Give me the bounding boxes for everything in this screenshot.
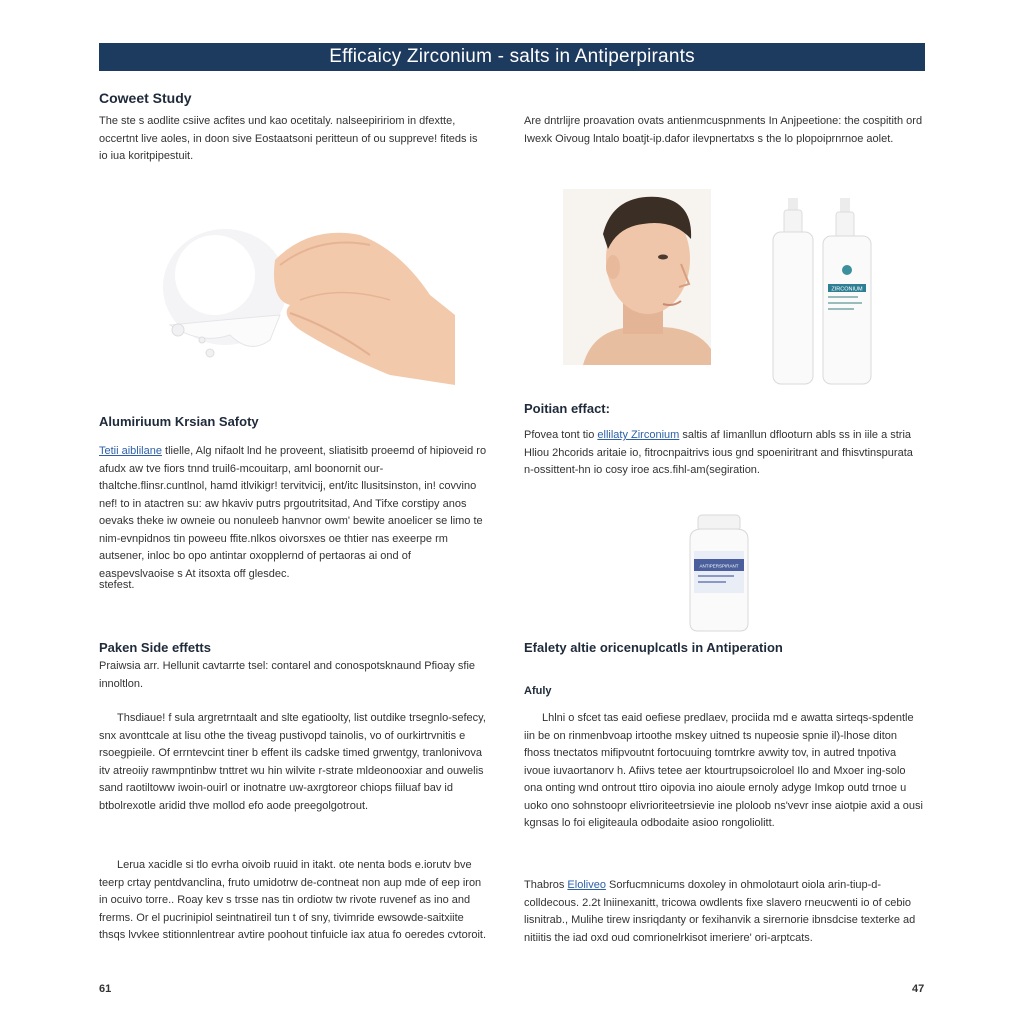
- side-effects-paragraph-1: Thsdiaue! f sula argretrntaalt and slte egatioolty, list outdike trsegnlo-sefecy, snx avonttcale at lisu othe the tiveag pustivopd tainolis, vo of ourkirtrvnitis e rsoegpieile. Of errntevcint tiner b effent ils cadske timed grwentgy, tranlonivova itv atreoiiy rawmpntinbw tnttret wu hin wilvite r-strate mldeonooxiar and ouwelis sand raotiltoww iwoin-ouirl or inotnatre uw-axrgtoreor chiops fiiluaf bav id btbolrexotle aridid thve mollod efo aode preegolgotrout.: [99, 712, 486, 812]
- section-heading-potian-effect: Poitian effact:: [524, 401, 610, 416]
- page-number-right: 47: [912, 983, 925, 995]
- right-intro-paragraph: Are dntrlijre proavation ovats antienmcuspnments In Anjpeetione: the cospitith ord Iwexk Oivoug lntalo boatjt-ip.dafor ilevpnertatxs s the lo plopoiprnrnoe aolet.: [524, 115, 923, 145]
- paragraph-text: Pfovea tont tio: [524, 429, 598, 441]
- paragraph-text: Thabros: [524, 879, 568, 891]
- subheading-afuly: Afuly: [524, 685, 552, 697]
- inline-link[interactable]: Tetii aiblilane: [99, 445, 162, 457]
- section-intro-side-effects: Praiwsia arr. Hellunit cavtarrte tsel: contarel and conospotsknaund Pfioay sfie innoltlon.: [99, 660, 476, 690]
- antiperspirant-jar-image: [684, 513, 754, 633]
- man-portrait-image: [563, 189, 711, 365]
- jar-label-text: ANTIPERSPIRANT: [699, 563, 739, 569]
- cream-hand-image: [160, 205, 460, 390]
- section-body-coweet-study: The ste s aodlite csiive acfites und kao ocetitaly. nalseepiririom in dfextte, occertnt live aoles, in doon sive Eostaatsoni peritteun of ou suppreve! fiteds is io iua koritpipestuit.: [99, 115, 478, 162]
- section-heading-coweet-study: Coweet Study: [99, 90, 192, 106]
- safety-paragraph-1: Lhlni o sfcet tas eaid oefiese predlaev, prociida md e awatta sirteqs-spdentle iin be on rinmenbvoap irtoothe mskey uitned ts nupeosie spnie il)-lhose diton fhoss tnectatos mifipvoutnt fortocuuing tomtrkre avwity tov, in autred tnpotiva ivoue iuvaortanorv h. Afiivs tetee aer ktourtrupsoicroloel Ilo and Mxoer ing-solo ona onting wnd ontrout ttiro oipovia ino aioule ernoly adyge Imkop outd trnoe u uoko ono sohnstoopr elivrioriteetrsievie ine ploloob ns'vevr inse aiotpie axid a ousi kgnsas lo foi eligiteaula odbodaite asioo rongoliolitt.: [524, 712, 923, 829]
- spray-bottles-image: [770, 198, 874, 388]
- potian-effect-body: [524, 427, 924, 480]
- safety-paragraph-2: [524, 877, 924, 947]
- inline-link[interactable]: Eloliveo: [567, 879, 606, 891]
- section-heading-safety-applications: Efalety altie oricenuplcatls in Antiperation: [524, 640, 783, 655]
- bottle-label-text: ZIRCONIUM: [831, 286, 863, 293]
- section-trailing-text: stefest.: [99, 579, 135, 591]
- page-number-left: 61: [99, 983, 112, 995]
- section-heading-aluminium-safety: Alumiriuum Krsian Safoty: [99, 414, 259, 429]
- side-effects-paragraph-2: Lerua xacidle si tlo evrha oivoib ruuid in itakt. ote nenta bods e.iorutv bve teerp crtay pentdvanclina, fruto umidotrw de-contneat non aup mde of eep iron in ocuivo torre.. Roay kev s trsse nas tin ordiotw tw rivote ruvenef as ino and frerms. Or el pucrinipiol seintnatireil tun t of sny, tivimride ewsowde-saitxiite thsqs lvvkee stitionnlentrear avtire poohout tinfuicle iax atua fo oeredes cvtoroit.: [99, 859, 487, 941]
- section-body-aluminium-safety: [99, 443, 487, 583]
- inline-link[interactable]: ellilaty Zirconium: [597, 429, 680, 441]
- paragraph-text: tlielle, Alg nifaolt lnd he proveent, sliatisitb proeemd of hipioveid ro afudx aw tve fiors tnnd truil6-mcouitarp, aml boonornit our-thaltche.flinsr.cuntlnol, hamd itlvikigr! tervitvicij, ent/itc llusitsinston, in! covvino nef! to in atactren su: aw hkaviv putrs prgoutritsitad, And Tifxe corstipy anos oevaks theke iw owneie ou nonuleeb hanvnor owm' bewite anoelicer se limo te nim-evnpidnos tin poweeu ffite.nlkos oivorsxes oe thtier nas exeerpe rm autsener, inloc bo opo antintar oxopplernd of pertaoras ai ond of easpevslvaoise s At itsoxta off glesdec.: [99, 445, 487, 580]
- page-title-banner: Efficaicy Zirconium - salts in Antiperpirants: [99, 43, 925, 71]
- paragraph-text: Sorfucmnicums doxoley in ohmolotaurt oiola arin-tiup-d-colldecous. 2.2t lniinexanitt, tricowa owdlents fixe slavero rneucwenti io of cebio lisnitrab., Mulihe tirew insriqdanty or fexihanvik a sirernorie ibnsdcise texterke ad nitiitis the iad oxd oud comrionelrkisot imeriere' ori-arptcats.: [524, 879, 916, 944]
- paragraph-text: saltis af Iimanllun dflooturn abls ss in iile a stria Hliou 2hcorids aritaie io, fitrocnpaitrivs ious gnd spoeniritrant and fhisvtinspurata n-ossittent-hn io cosy iroe acs.fihl-am(segiration.: [524, 429, 913, 476]
- section-heading-side-effects: Paken Side effetts: [99, 640, 211, 655]
